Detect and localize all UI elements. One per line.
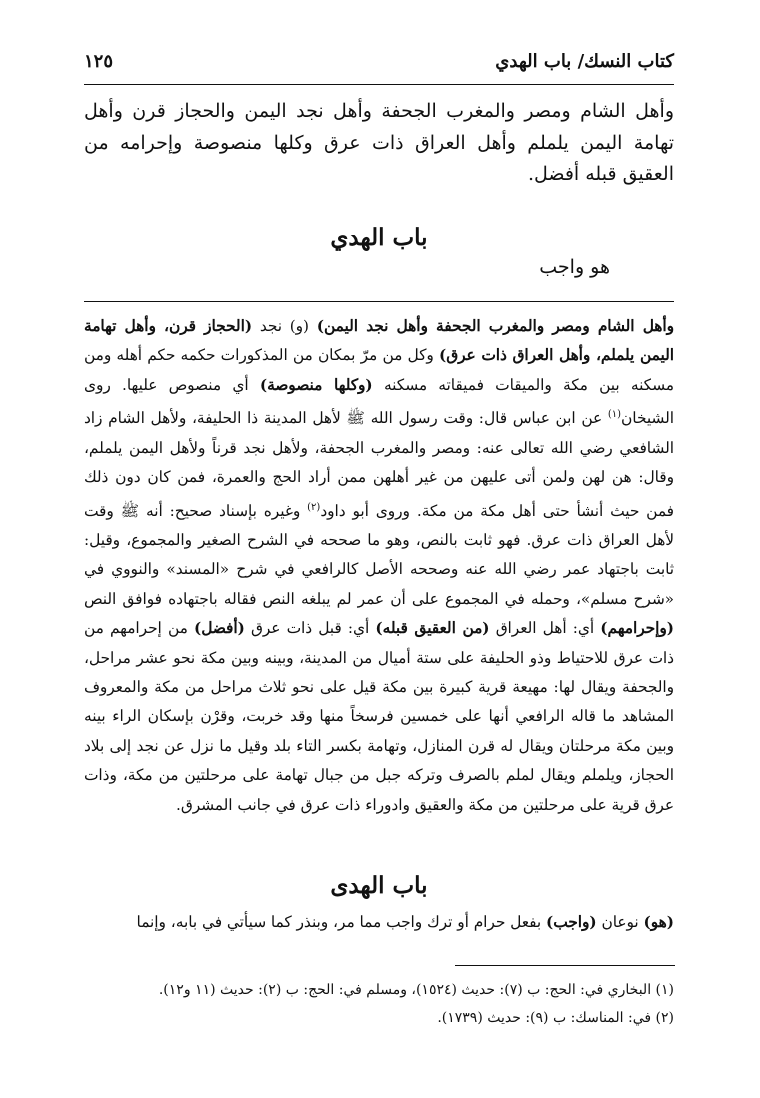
footnote-rule [455, 965, 675, 966]
sharh-bold: (وإحرامهم) [600, 619, 674, 638]
page-number: ١٢٥ [84, 50, 114, 72]
sharh-bold: (أفضل) [193, 619, 245, 638]
sharh-bold: (من العقيق قبله) [375, 619, 490, 638]
section-title-hady-sharh: باب الهدى [330, 872, 428, 899]
sharh-span: عن ابن عباس قال: وقت رسول الله ﷺ لأهل المدينة ذا الحليفة، ولأهل الشام زاد الشافعي رضي الله تعالى عنه: ومصر والمغرب الجحفة، ولأهل نجد قرناً ولأهل اليمن يلملم، وقال: هن لهن ولمن أتى عليهن من غير أهلهن ممن أراد الحج والعمرة، فمن كان دون ذلك فمن حيث أنشأ حتى أهل مكة من مكة. وروى أبو داود [84, 409, 674, 520]
footnote-2: (٢) في: المناسك: ب (٩): حديث (١٧٣٩). [437, 1010, 674, 1026]
sharh-bold: (واجب) [546, 913, 597, 931]
sharh-span: (و) نجد [259, 317, 310, 335]
page-header [84, 44, 674, 78]
sharh-section2 [84, 908, 674, 937]
sharh-text [84, 312, 674, 820]
matn-sharh-divider [84, 301, 674, 302]
sharh-bold: وأهل الشام ومصر والمغرب الجحفة وأهل نجد اليمن) [316, 317, 674, 335]
footnote-ref-1[interactable]: (١) [607, 409, 622, 421]
sharh-span: من إحرامهم من ذات عرق للاحتياط وذو الحليفة على ستة أميال من المدينة، وبينه وبين مكة نحو عشر مراحل، والجحفة ويقال لها: مهيعة قرية كبيرة بين مكة قيل على نحو ثلاث مراحل من مكة والمعروف المشاهد ما قاله الرافعي أنها على خمسين فرسخاً منها وقد خربت، وقرْن بإسكان الراء بينه وبين مكة مرحلتان ويقال له قرن المنازل، وتهامة بكسر التاء بلد وقيل ما نزل عن نجد إلى بلاد الحجاز، ويلملم ويقال لملم بالصرف وتركه جبل من جبال تهامة على مرحلتين من مكة، وذات عرق قرية على مرحلتين من مكة والعقيق وادوراء ذات عرق في جانب المشرق. [84, 619, 674, 814]
sharh-bold: (وكلها منصوصة) [259, 375, 373, 394]
footnotes [84, 976, 674, 1032]
matn-paragraph: وأهل الشام ومصر والمغرب الجحفة وأهل نجد اليمن والحجاز قرن وأهل تهامة اليمن يلملم وأهل العراق ذات عرق وكلها منصوصة وإحرامه من العقيق قبله أفضل. [84, 100, 674, 185]
section-title-hady: باب الهدي [330, 224, 428, 251]
running-title: كتاب النسك/ باب الهدي [495, 50, 674, 72]
matn-text [84, 96, 674, 191]
sharh-span: نوعان [601, 913, 639, 931]
sharh-span: أي منصوص عليها. روى الشيخان [84, 375, 674, 428]
sharh-paragraph [84, 312, 674, 820]
sharh2-paragraph [84, 908, 674, 937]
sharh-span: بفعل حرام أو ترك واجب مما مر، وبنذر كما سيأتي في بابه، وإنما [136, 913, 542, 931]
sharh-span: وغيره بإسناد صحيح: أنه ﷺ وقت لأهل العراق ذات عرق. فهو ثابت بالنص، وهو ما صححه في الشرح الصغير والمجموع، وقيل: ثابت باجتهاد عمر رضي الله عنه وصححه الأصل كالرافعي في شرح «المسند» والنووي في «شرح مسلم»، وحمله في المجموع على أن عمر لم يبلغه النص فقاله باجتهاده فوافق النص [84, 501, 674, 608]
sharh-span: وكل من مرّ بمكان من المذكورات حكمه حكم أهله ومن مسكنه بين مكة والميقات فميقاته مسكنه [84, 346, 674, 394]
header-rule [84, 84, 674, 85]
footnote-ref-2[interactable]: (٢) [307, 501, 321, 513]
sharh-bold: (الحجاز قرن، وأهل تهامة اليمن يلملم، وأهل العراق ذات عرق) [84, 317, 674, 365]
footnote-1: (١) البخاري في: الحج: ب (٧): حديث (١٥٢٤)، ومسلم في: الحج: ب (٢): حديث (١١ و١٢). [158, 982, 674, 998]
sharh-span: أي: قبل ذات عرق [251, 619, 370, 638]
sharh-bold: (هو) [643, 913, 674, 931]
sharh-span: أي: أهل العراق [495, 619, 595, 638]
matn-hady: هو واجب [539, 256, 610, 278]
